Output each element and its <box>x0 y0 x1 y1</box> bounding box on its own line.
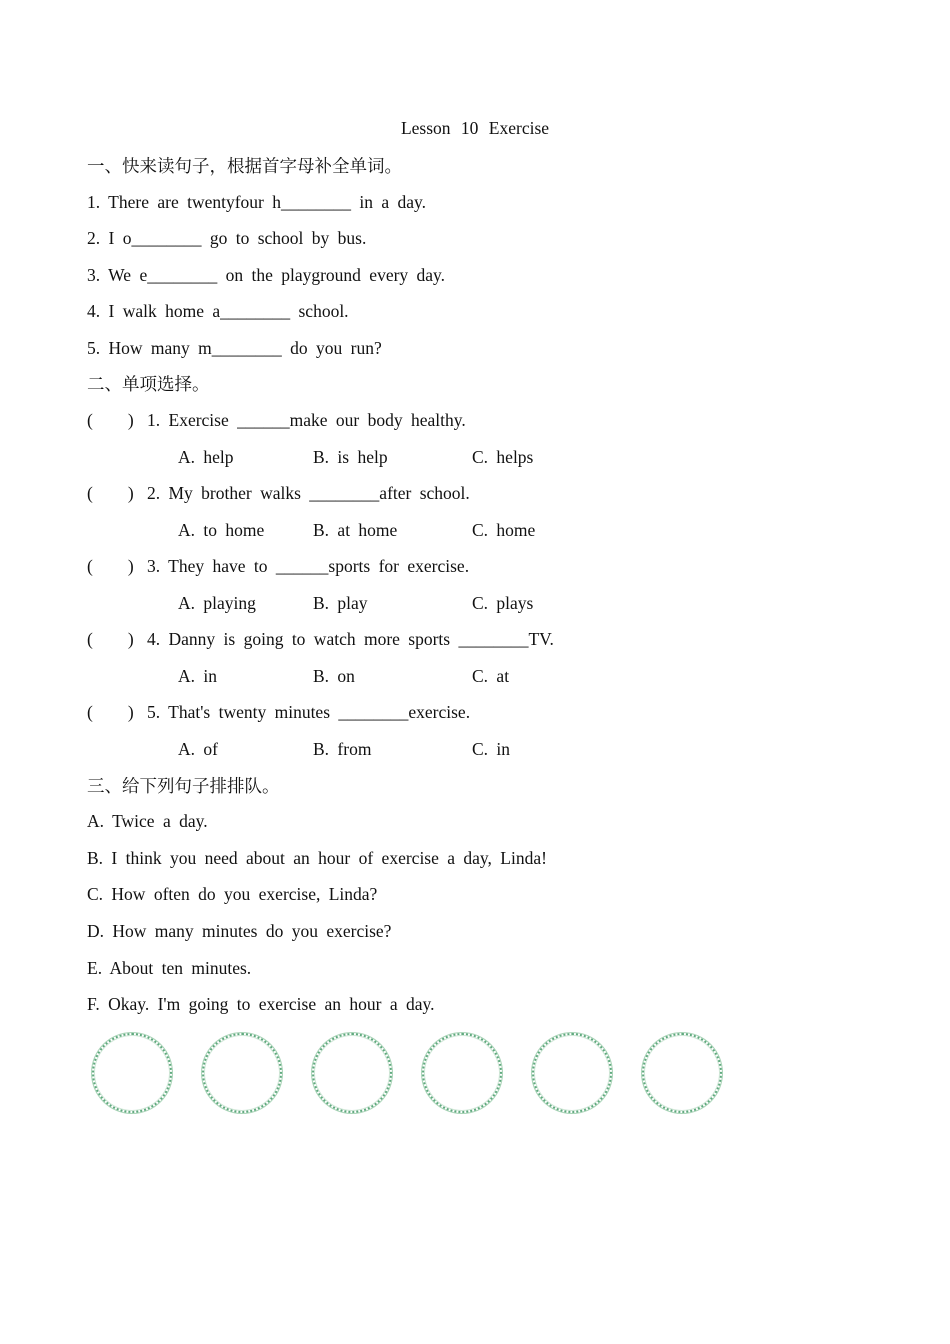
fill-item-3: 3. We e________ on the playground every day. <box>87 265 446 285</box>
question-3: 3. They have to ______sports for exercise. <box>147 556 470 576</box>
option-2c: C. home <box>472 520 536 540</box>
option-2a: A. to home <box>178 520 265 540</box>
option-5b: B. from <box>313 739 372 759</box>
order-item-d: D. How many minutes do you exercise? <box>87 921 392 941</box>
option-3b: B. play <box>313 593 368 613</box>
answer-blank-1: ( ) <box>87 410 134 430</box>
answer-circle-1[interactable] <box>92 1033 172 1113</box>
question-2: 2. My brother walks ________after school. <box>147 483 470 503</box>
section3-heading: 三、给下列句子排排队。 <box>87 776 280 796</box>
option-3c: C. plays <box>472 593 534 613</box>
question-5: 5. That's twenty minutes ________exercise. <box>147 702 471 722</box>
option-1b: B. is help <box>313 447 388 467</box>
answer-circle-6[interactable] <box>642 1033 722 1113</box>
answer-circle-3[interactable] <box>312 1033 392 1113</box>
answer-blank-4: ( ) <box>87 629 134 649</box>
fill-item-2: 2. I o________ go to school by bus. <box>87 228 367 248</box>
fill-item-5: 5. How many m________ do you run? <box>87 338 382 358</box>
option-5c: C. in <box>472 739 511 759</box>
answer-circle-2[interactable] <box>202 1033 282 1113</box>
answer-blank-2: ( ) <box>87 483 134 503</box>
fill-item-1: 1. There are twentyfour h________ in a day. <box>87 192 427 212</box>
option-4a: A. in <box>178 666 217 686</box>
section2-heading: 二、单项选择。 <box>87 374 210 394</box>
fill-item-4: 4. I walk home a________ school. <box>87 301 349 321</box>
order-item-f: F. Okay. I'm going to exercise an hour a day. <box>87 994 435 1014</box>
order-item-e: E. About ten minutes. <box>87 958 252 978</box>
answer-blank-3: ( ) <box>87 556 134 576</box>
option-4c: C. at <box>472 666 510 686</box>
section1-heading: 一、快来读句子，根据首字母补全单词。 <box>87 156 402 176</box>
option-1c: C. helps <box>472 447 534 467</box>
page-title: Lesson 10 Exercise <box>400 118 550 138</box>
answer-circle-5[interactable] <box>532 1033 612 1113</box>
option-3a: A. playing <box>178 593 256 613</box>
option-4b: B. on <box>313 666 355 686</box>
answer-blank-5: ( ) <box>87 702 134 722</box>
order-item-c: C. How often do you exercise, Linda? <box>87 884 378 904</box>
answer-circle-4[interactable] <box>422 1033 502 1113</box>
option-2b: B. at home <box>313 520 398 540</box>
question-4: 4. Danny is going to watch more sports ________TV. <box>147 629 554 649</box>
option-1a: A. help <box>178 447 234 467</box>
question-1: 1. Exercise ______make our body healthy. <box>147 410 466 430</box>
order-item-a: A. Twice a day. <box>87 811 208 831</box>
order-item-b: B. I think you need about an hour of exercise a day, Linda! <box>87 848 547 868</box>
option-5a: A. of <box>178 739 218 759</box>
